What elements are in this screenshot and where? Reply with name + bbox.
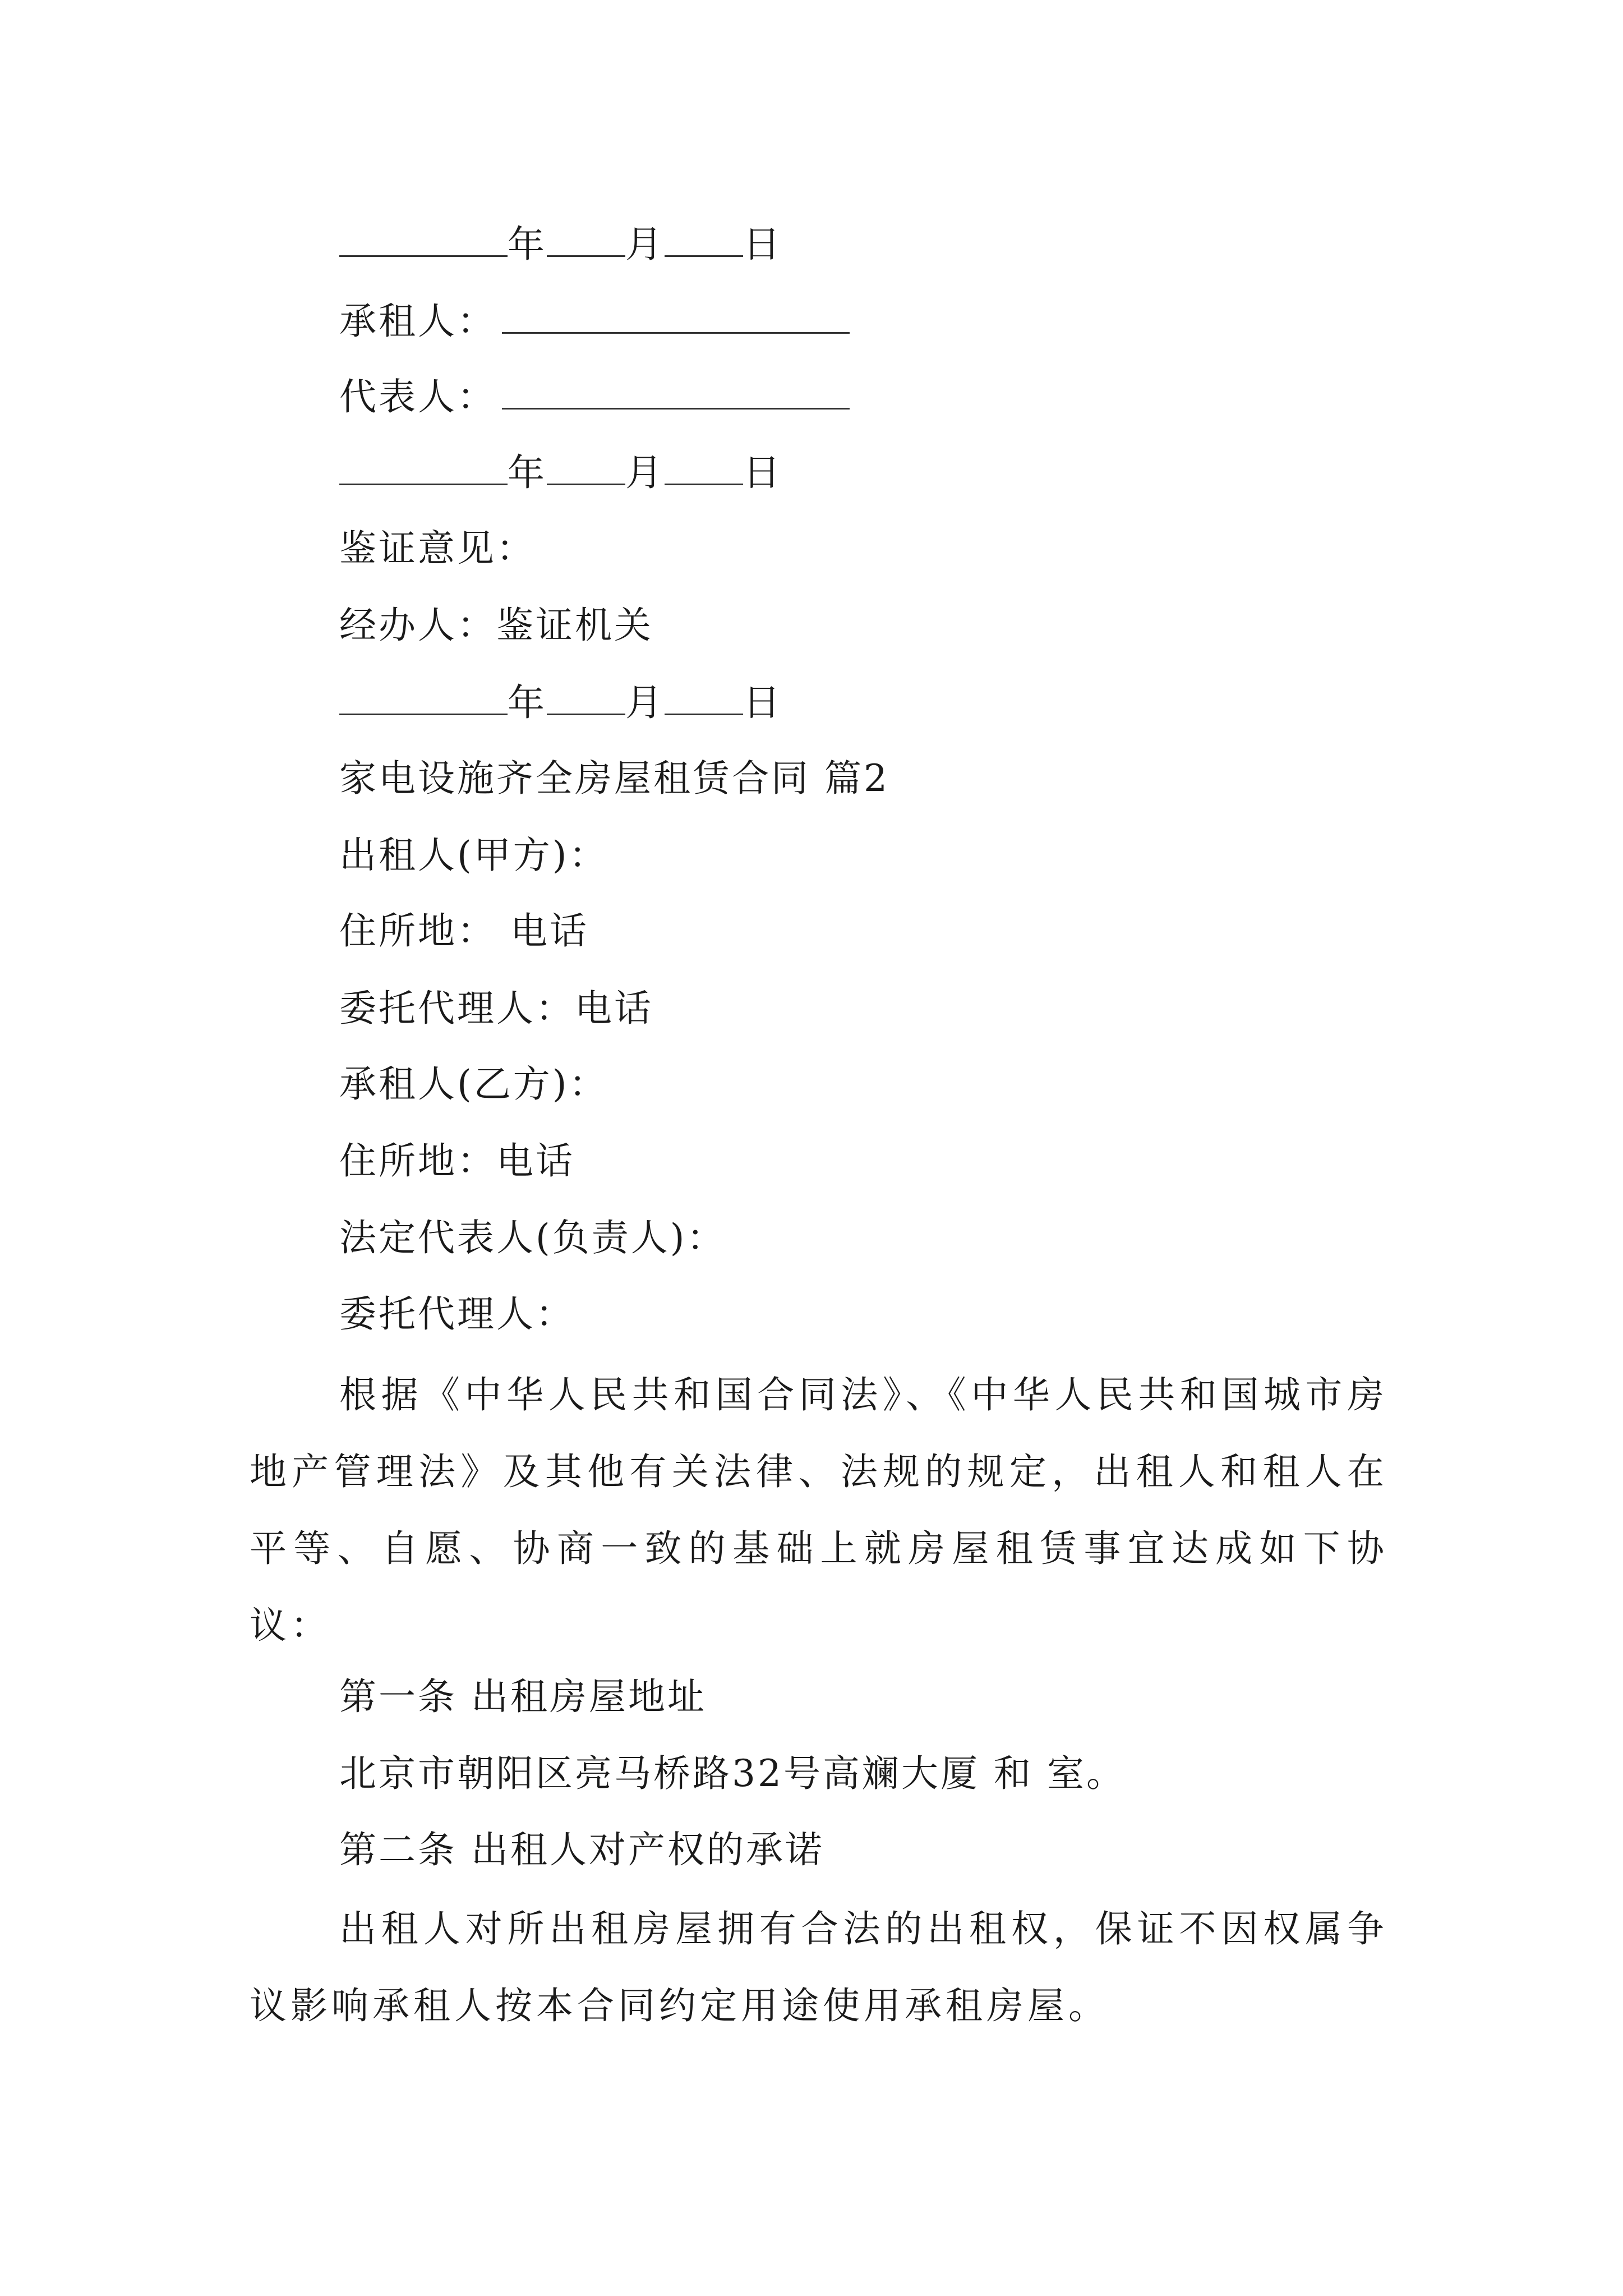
month-label: 月 (625, 223, 665, 266)
lessor-address: 住所地： 电话 (339, 909, 589, 953)
day-blank (665, 449, 743, 485)
day-blank (665, 220, 743, 257)
preamble-paragraph: 根据《中华人民共和国合同法》、《中华人民共和国城市房地产管理法》及其他有关法律、法规的规定，出租人和租人在平等、自愿、协商一致的基础上就房屋租赁事宜达成如下协议： (250, 1373, 1388, 1647)
day-label: 日 (743, 451, 782, 494)
certification-opinion: 鉴证意见： (339, 527, 536, 570)
date-line (339, 449, 782, 495)
month-blank (547, 679, 625, 715)
lessee-label: 承租人： (339, 300, 496, 343)
year-blank (339, 679, 508, 715)
article-1-heading: 第一条 出租房屋地址 (339, 1675, 707, 1718)
year-blank (339, 220, 508, 257)
day-label: 日 (743, 681, 782, 724)
date-line (339, 220, 782, 267)
month-blank (547, 220, 625, 257)
lessor-party: 出租人(甲方)： (339, 834, 608, 877)
year-blank (339, 449, 508, 485)
signature-blank (502, 373, 850, 409)
representative-signature-line (339, 373, 850, 420)
year-label: 年 (508, 681, 547, 724)
year-label: 年 (508, 451, 547, 494)
lessee-party: 承租人(乙方)： (339, 1062, 608, 1106)
legal-representative: 法定代表人(负责人)： (339, 1216, 726, 1259)
signature-blank (502, 297, 850, 334)
contract-title: 家电设施齐全房屋租赁合同 篇2 (339, 757, 889, 800)
property-address: 北京市朝阳区亮马桥路32号高斓大厦 和 室。 (339, 1752, 1126, 1795)
day-label: 日 (743, 223, 782, 266)
lessee-agent: 委托代理人： (339, 1292, 575, 1336)
year-label: 年 (508, 223, 547, 266)
date-line (339, 679, 782, 725)
month-label: 月 (625, 681, 665, 724)
ownership-commitment-paragraph: 出租人对所出租房屋拥有合法的出租权，保证不因权属争议影响承租人按本合同约定用途使用承租房屋。 (250, 1907, 1388, 2027)
lessee-signature-line (339, 297, 850, 344)
lessee-address: 住所地：电话 (339, 1139, 575, 1182)
day-blank (665, 679, 743, 715)
representative-label: 代表人： (339, 375, 496, 418)
month-label: 月 (625, 451, 665, 494)
handler-and-authority: 经办人：鉴证机关 (339, 604, 653, 647)
article-2-heading: 第二条 出租人对产权的承诺 (339, 1828, 824, 1871)
month-blank (547, 449, 625, 485)
lessor-agent: 委托代理人：电话 (339, 987, 653, 1030)
